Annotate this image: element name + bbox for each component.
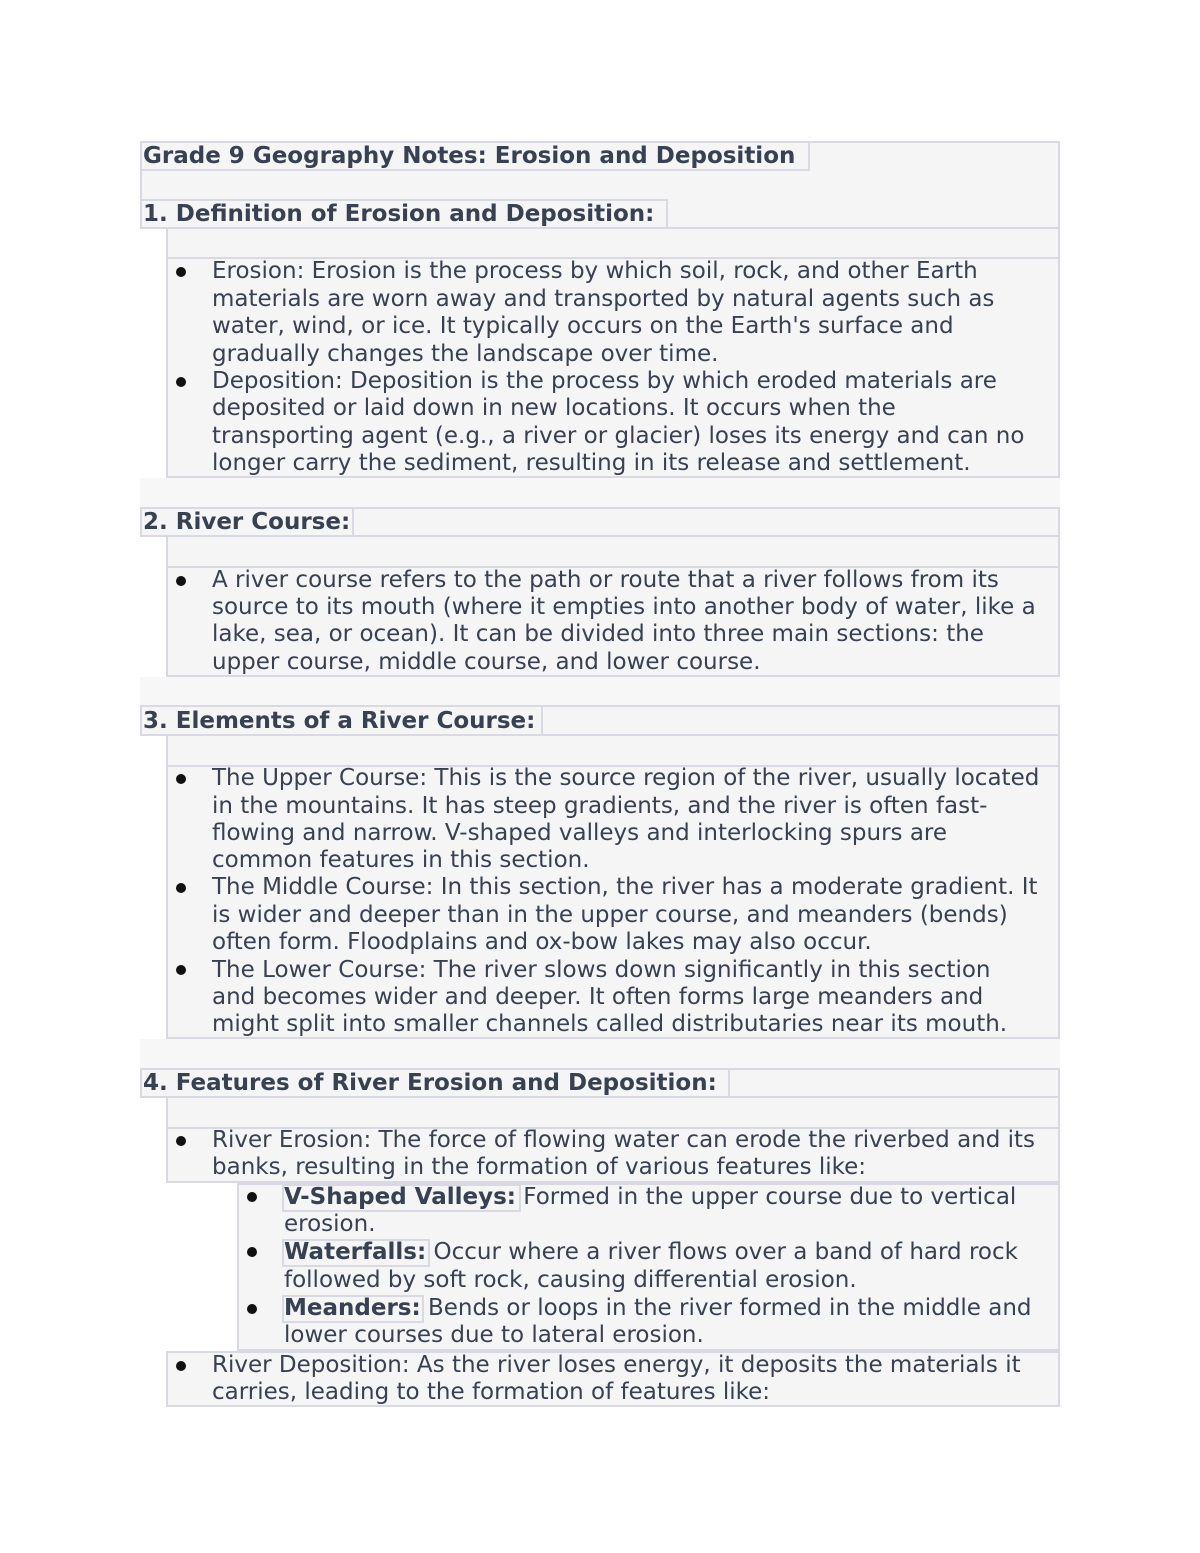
definition-deposition-line-3: transporting agent (e.g., a river or glacier) loses its energy and can no bbox=[212, 423, 1025, 449]
section-1-heading: 1. Definition of Erosion and Deposition: bbox=[143, 201, 655, 227]
bullet-icon bbox=[176, 774, 186, 784]
river-erosion-line-1: River Erosion: The force of flowing water can erode the riverbed and its bbox=[212, 1127, 1036, 1153]
section-3-heading: 3. Elements of a River Course: bbox=[143, 708, 536, 734]
section-1-gap bbox=[166, 229, 1060, 257]
middle-course-line-1: The Middle Course: In this section, the river has a moderate gradient. It bbox=[212, 874, 1038, 900]
middle-course-line-3: often form. Floodplains and ox-bow lakes may also occur. bbox=[212, 929, 872, 955]
bullet-icon bbox=[176, 377, 186, 387]
meanders-line-2: lower courses due to lateral erosion. bbox=[284, 1322, 704, 1348]
bullet-icon bbox=[176, 883, 186, 893]
middle-course-line-2: is wider and deeper than in the upper course, and meanders (bends) bbox=[212, 902, 1008, 928]
bullet-icon bbox=[247, 1247, 257, 1257]
upper-course-line-2: in the mountains. It has steep gradients, and the river is often fast- bbox=[212, 793, 988, 819]
section-4-heading: 4. Features of River Erosion and Deposition: bbox=[143, 1070, 717, 1096]
section-2-spacer bbox=[140, 478, 1060, 507]
v-shaped-valleys-line-2: erosion. bbox=[284, 1211, 376, 1237]
river-deposition-line-2: carries, leading to the formation of features like: bbox=[212, 1379, 771, 1405]
v-shaped-valleys-line-1 bbox=[284, 1184, 1016, 1212]
definition-deposition-line-4: longer carry the sediment, resulting in its release and settlement. bbox=[212, 450, 971, 476]
waterfalls-desc: Occur where a river flows over a band of hard rock bbox=[426, 1239, 1018, 1265]
bullet-icon bbox=[176, 965, 186, 975]
lower-course-line-2: and becomes wider and deeper. It often forms large meanders and bbox=[212, 984, 984, 1010]
section-2-heading: 2. River Course: bbox=[143, 509, 351, 535]
upper-course-line-3: flowing and narrow. V-shaped valleys and interlocking spurs are bbox=[212, 820, 948, 846]
section-2-gap bbox=[166, 537, 1060, 566]
river-course-line-4: upper course, middle course, and lower course. bbox=[212, 649, 761, 675]
river-course-line-3: lake, sea, or ocean). It can be divided into three main sections: the bbox=[212, 621, 984, 647]
river-deposition-line-1: River Deposition: As the river loses energy, it deposits the materials it bbox=[212, 1352, 1021, 1378]
definition-erosion-line-1: Erosion: Erosion is the process by which soil, rock, and other Earth bbox=[212, 258, 978, 284]
upper-course-line-4: common features in this section. bbox=[212, 847, 590, 873]
section-3-spacer bbox=[140, 677, 1060, 705]
definition-deposition-line-1: Deposition: Deposition is the process by which eroded materials are bbox=[212, 368, 997, 394]
page-title: Grade 9 Geography Notes: Erosion and Deposition bbox=[143, 143, 796, 169]
meanders-line-1 bbox=[284, 1295, 1032, 1323]
definition-erosion-line-2: materials are worn away and transported by natural agents such as bbox=[212, 286, 995, 312]
bullet-icon bbox=[176, 576, 186, 586]
bullet-icon bbox=[176, 267, 186, 277]
definition-erosion-line-4: gradually changes the landscape over time. bbox=[212, 341, 719, 367]
waterfalls-line-1 bbox=[284, 1239, 1018, 1267]
waterfalls-term: Waterfalls: bbox=[284, 1239, 427, 1265]
section-3-gap bbox=[166, 736, 1060, 765]
bullet-icon bbox=[176, 1136, 186, 1146]
upper-course-line-1: The Upper Course: This is the source region of the river, usually located bbox=[212, 765, 1040, 791]
section-4-spacer bbox=[140, 1039, 1060, 1068]
river-erosion-line-2: banks, resulting in the formation of various features like: bbox=[212, 1154, 867, 1180]
definition-deposition-line-2: deposited or laid down in new locations. It occurs when the bbox=[212, 395, 896, 421]
v-shaped-valleys-term: V-Shaped Valleys: bbox=[284, 1184, 516, 1210]
section-4-gap bbox=[166, 1098, 1060, 1127]
waterfalls-line-2: followed by soft rock, causing differential erosion. bbox=[284, 1267, 857, 1293]
meanders-desc: Bends or loops in the river formed in the middle and bbox=[420, 1295, 1032, 1321]
river-course-line-2: source to its mouth (where it empties into another body of water, like a bbox=[212, 594, 1036, 620]
bullet-icon bbox=[176, 1361, 186, 1371]
bullet-icon bbox=[247, 1304, 257, 1314]
definition-erosion-line-3: water, wind, or ice. It typically occurs on the Earth's surface and bbox=[212, 313, 954, 339]
meanders-term: Meanders: bbox=[284, 1295, 421, 1321]
lower-course-line-1: The Lower Course: The river slows down significantly in this section bbox=[212, 957, 991, 983]
lower-course-line-3: might split into smaller channels called distributaries near its mouth. bbox=[212, 1011, 1008, 1037]
v-shaped-valleys-desc: Formed in the upper course due to vertical bbox=[515, 1184, 1017, 1210]
river-course-line-1: A river course refers to the path or route that a river follows from its bbox=[212, 567, 999, 593]
bullet-icon bbox=[247, 1192, 257, 1202]
